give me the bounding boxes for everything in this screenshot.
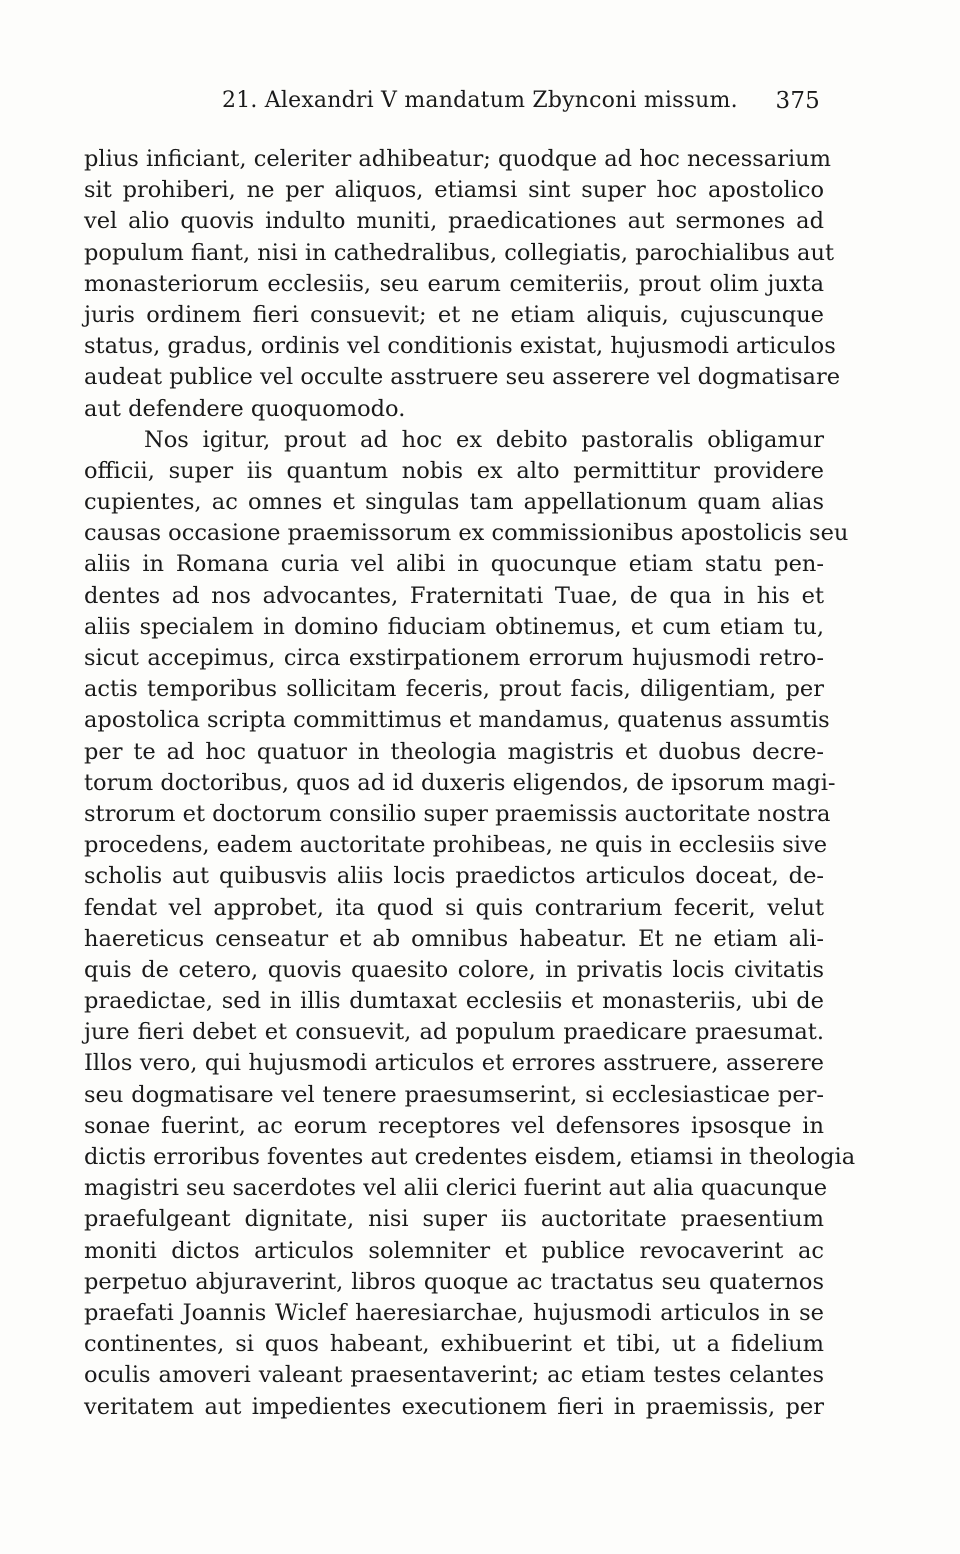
text-line: oculis amoveri valeant praesentaverint; ac etiam testes celantes — [84, 1362, 824, 1389]
text-line: seu dogmatisare vel tenere praesumserint, si ecclesiasticae per- — [84, 1081, 824, 1108]
running-head — [222, 88, 820, 122]
text-line: sit prohiberi, ne per aliquos, etiamsi sint super hoc apostolico — [84, 177, 824, 204]
text-line: dictis erroribus foventes aut credentes eisdem, etiamsi in theologia — [84, 1144, 856, 1170]
text-line: sicut accepimus, circa exstirpationem errorum hujusmodi retro- — [84, 645, 824, 671]
text-line: sonae fuerint, ac eorum receptores vel defensores ipsosque in — [84, 1112, 824, 1139]
text-line: Illos vero, qui hujusmodi articulos et errores asstruere, asserere — [84, 1050, 824, 1077]
text-line: praefati Joannis Wiclef haeresiarchae, hujusmodi articulos in se — [84, 1299, 824, 1326]
text-line: audeat publice vel occulte asstruere seu asserere vel dogmatisare — [84, 364, 841, 391]
text-line: dentes ad nos advocantes, Fraternitati Tuae, de qua in his et — [84, 582, 824, 609]
text-line: procedens, eadem auctoritate prohibeas, ne quis in ecclesiis sive — [84, 832, 828, 859]
text-line: plius inficiant, celeriter adhibeatur; quodque ad hoc necessarium — [84, 146, 832, 172]
text-line: causas occasione praemissorum ex commissionibus apostolicis seu — [84, 520, 849, 547]
text-line: aliis in Romana curia vel alibi in quocunque etiam statu pen- — [84, 551, 824, 578]
running-head-title: 21. Alexandri V mandatum Zbynconi missum. — [222, 88, 738, 113]
text-line: perpetuo abjuraverint, libros quoque ac tractatus seu quaternos — [84, 1268, 824, 1295]
text-line: scholis aut quibusvis aliis locis praedictos articulos doceat, de- — [84, 863, 824, 890]
text-line: praedictae, sed in illis dumtaxat ecclesiis et monasteriis, ubi de — [84, 988, 824, 1015]
text-line: strorum et doctorum consilio super praemissis auctoritate nostra — [84, 800, 831, 827]
text-line: cupientes, ac omnes et singulas tam appellationum quam alias — [84, 489, 824, 516]
text-line: vel alio quovis indulto muniti, praedicationes aut sermones ad — [84, 208, 824, 235]
text-line: actis temporibus sollicitam feceris, prout facis, diligentiam, per — [84, 676, 824, 703]
text-line: Nos igitur, prout ad hoc ex debito pastoralis obligamur — [144, 426, 824, 453]
text-line: quis de cetero, quovis quaesito colore, in privatis locis civitatis — [84, 956, 824, 983]
text-line: monasteriorum ecclesiis, seu earum cemiteriis, prout olim juxta — [84, 270, 824, 297]
text-line: fendat vel approbet, ita quod si quis contrarium fecerit, velut — [84, 894, 824, 921]
text-line: officii, super iis quantum nobis ex alto permittitur providere — [84, 457, 824, 484]
text-line: jure fieri debet et consuevit, ad populum praedicare praesumat. — [84, 1019, 824, 1046]
text-line: haereticus censeatur et ab omnibus habeatur. Et ne etiam ali- — [84, 925, 824, 952]
text-line: aut defendere quoquomodo. — [84, 395, 406, 422]
text-line: juris ordinem fieri consuevit; et ne etiam aliquis, cujuscunque — [84, 301, 824, 328]
page-number: 375 — [775, 88, 820, 114]
text-line: continentes, si quos habeant, exhibuerint et tibi, ut a fidelium — [84, 1331, 824, 1358]
text-line: praefulgeant dignitate, nisi super iis auctoritate praesentium — [84, 1206, 824, 1233]
text-line: status, gradus, ordinis vel conditionis existat, hujusmodi articulos — [84, 333, 836, 360]
text-line: torum doctoribus, quos ad id duxeris eligendos, de ipsorum magi- — [84, 769, 836, 796]
text-line: per te ad hoc quatuor in theologia magistris et duobus decre- — [84, 738, 824, 765]
text-line: aliis specialem in domino fiduciam obtinemus, et cum etiam tu, — [84, 613, 824, 640]
text-line: apostolica scripta committimus et mandamus, quatenus assumtis — [84, 707, 830, 734]
text-line: veritatem aut impedientes executionem fieri in praemissis, per — [84, 1393, 824, 1420]
text-line: moniti dictos articulos solemniter et publice revocaverint ac — [84, 1237, 824, 1264]
text-line: populum fiant, nisi in cathedralibus, collegiatis, parochialibus aut — [84, 239, 834, 266]
body-text — [84, 144, 856, 1423]
text-line: magistri seu sacerdotes vel alii clerici fuerint aut alia quacunque — [84, 1175, 828, 1202]
